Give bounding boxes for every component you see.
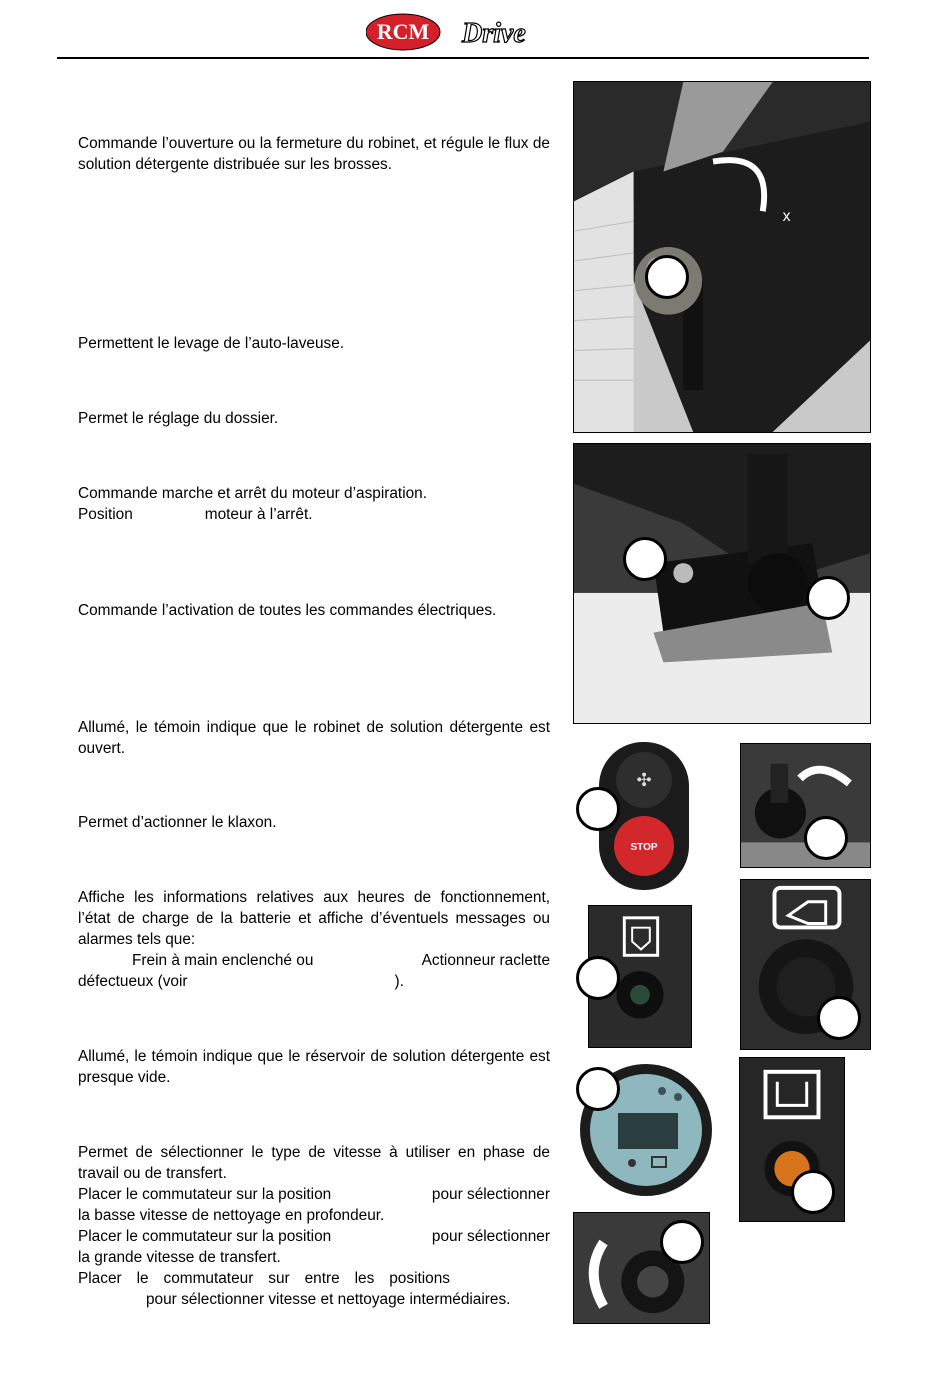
stop-label: STOP (630, 842, 658, 853)
text-solution-light: Allumé, le témoin indique que le robinet de solution détergente est ouvert. (78, 719, 550, 757)
callout-marker (817, 996, 861, 1040)
paragraph-backrest (78, 408, 550, 429)
svg-text:x: x (782, 208, 791, 226)
text-tap-control: Commande l’ouverture ou la fermeture du robinet, et régule le flux de solution détergente distribuée sur les brosses. (78, 135, 550, 173)
logo-drive-text: Drive (462, 18, 526, 49)
photo-key-switch (740, 743, 871, 868)
paragraph-speed (78, 1142, 550, 1310)
paragraph-vacuum (78, 483, 550, 525)
paragraph-solution-light (78, 717, 550, 759)
text-speed-high: Placer le commutateur sur la position pour sélectionner (78, 1228, 550, 1245)
text-vacuum-line2 (78, 504, 550, 525)
paragraph-horn (78, 812, 550, 833)
rcm-drive-logo (366, 12, 566, 52)
fan-icon: ✣ (636, 770, 652, 791)
callout-marker (576, 956, 620, 1000)
text-speed-high-desc: la grande vitesse de transfert. (78, 1249, 281, 1266)
logo-rcm-text: RCM (376, 19, 430, 44)
text-display-brake: Frein à main enclenché ou (132, 952, 314, 969)
text-vacuum-line1: Commande marche et arrêt du moteur d’aspiration. (78, 485, 428, 502)
callout-marker (804, 816, 848, 860)
text-vacuum-position: Position (78, 506, 133, 523)
callout-marker (576, 787, 620, 831)
text-speed-mid: Placer le commutateur sur entre les positions (78, 1270, 450, 1287)
callout-marker (576, 1067, 620, 1111)
text-display-faulty: défectueux (voir ). (78, 973, 404, 990)
paragraph-electrical (78, 600, 550, 621)
text-speed-intro: Permet de sélectionner le type de vitesse à utiliser en phase de travail ou de transfert. (78, 1144, 550, 1182)
callout-marker (660, 1220, 704, 1264)
text-horn: Permet d’actionner le klaxon. (78, 814, 277, 831)
text-speed-mid-desc: pour sélectionner vitesse et nettoyage intermédiaires. (146, 1291, 511, 1308)
callout-marker (791, 1170, 835, 1214)
callout-marker (623, 537, 667, 581)
header-rule (57, 57, 869, 59)
text-display-items (78, 950, 550, 971)
paragraph-lifting (78, 333, 550, 354)
text-lifting: Permettent le levage de l’auto-laveuse. (78, 335, 345, 352)
callout-marker (806, 576, 850, 620)
text-electrical: Commande l’activation de toutes les commandes électriques. (78, 602, 497, 619)
text-speed-low: Placer le commutateur sur la position pour sélectionner (78, 1186, 550, 1203)
text-tank-light: Allumé, le témoin indique que le réservoir de solution détergente est presque vide. (78, 1048, 550, 1086)
text-display-intro: Affiche les informations relatives aux heures de fonctionnement, l’état de charge de la batterie et affiche d’éventuels messages ou alarmes tels que: (78, 889, 550, 948)
photo-tap-lever (573, 81, 871, 433)
paragraph-tank-light (78, 1046, 550, 1088)
header-logo (366, 12, 566, 52)
text-vacuum-off: moteur à l’arrêt. (204, 506, 313, 523)
text-speed-low-desc: la basse vitesse de nettoyage en profondeur. (78, 1207, 385, 1224)
paragraph-display (78, 887, 550, 992)
paragraph-tap-control (78, 133, 550, 175)
text-backrest: Permet le réglage du dossier. (78, 410, 279, 427)
callout-marker (645, 255, 689, 299)
text-display-squeegee: Actionneur raclette (421, 952, 550, 969)
